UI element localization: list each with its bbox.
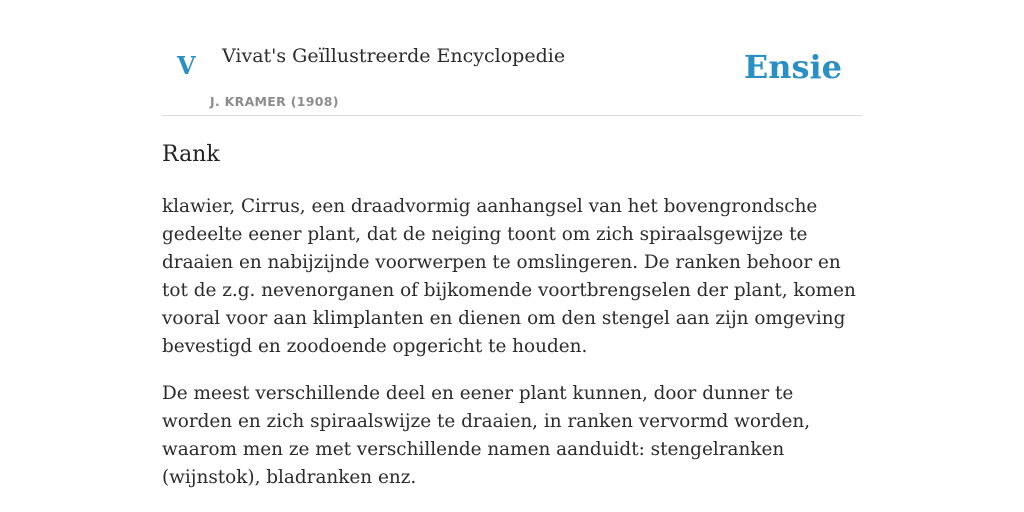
author-label: J. KRAMER (1908)	[210, 94, 339, 109]
ensie-brand-link[interactable]: Ensie	[743, 48, 842, 86]
entry-title: Rank	[162, 142, 220, 167]
encyclopedia-header	[162, 0, 862, 116]
entry-paragraph-1: klawier, Cirrus, een draadvormig aanhangsel van het bovengrondsche gedeelte eener plant, dat de neiging toont om zich spiraalsgewijze te draaien en nabijzijnde voorwerpen te omslingeren. De ranken behoor en tot de z.g. nevenorganen of bijkomende voortbrengselen der plant, komen vooral voor aan klimplanten en dienen om den stengel aan zijn omgeving bevestigd en zoodoende opgericht te houden.	[162, 196, 856, 358]
encyclopedia-title[interactable]: Vivat's Geïllustreerde Encyclopedie	[222, 45, 566, 67]
page	[162, 0, 862, 492]
encyclopedia-logo[interactable]: V	[177, 51, 196, 80]
entry-paragraph-2: De meest verschillende deel en eener plant kunnen, door dunner te worden en zich spiraalswijze te draaien, in ranken vervormd worden, waarom men ze met verschillende namen aanduidt: stengelranken (wijnstok), bladranken enz.	[162, 383, 811, 489]
